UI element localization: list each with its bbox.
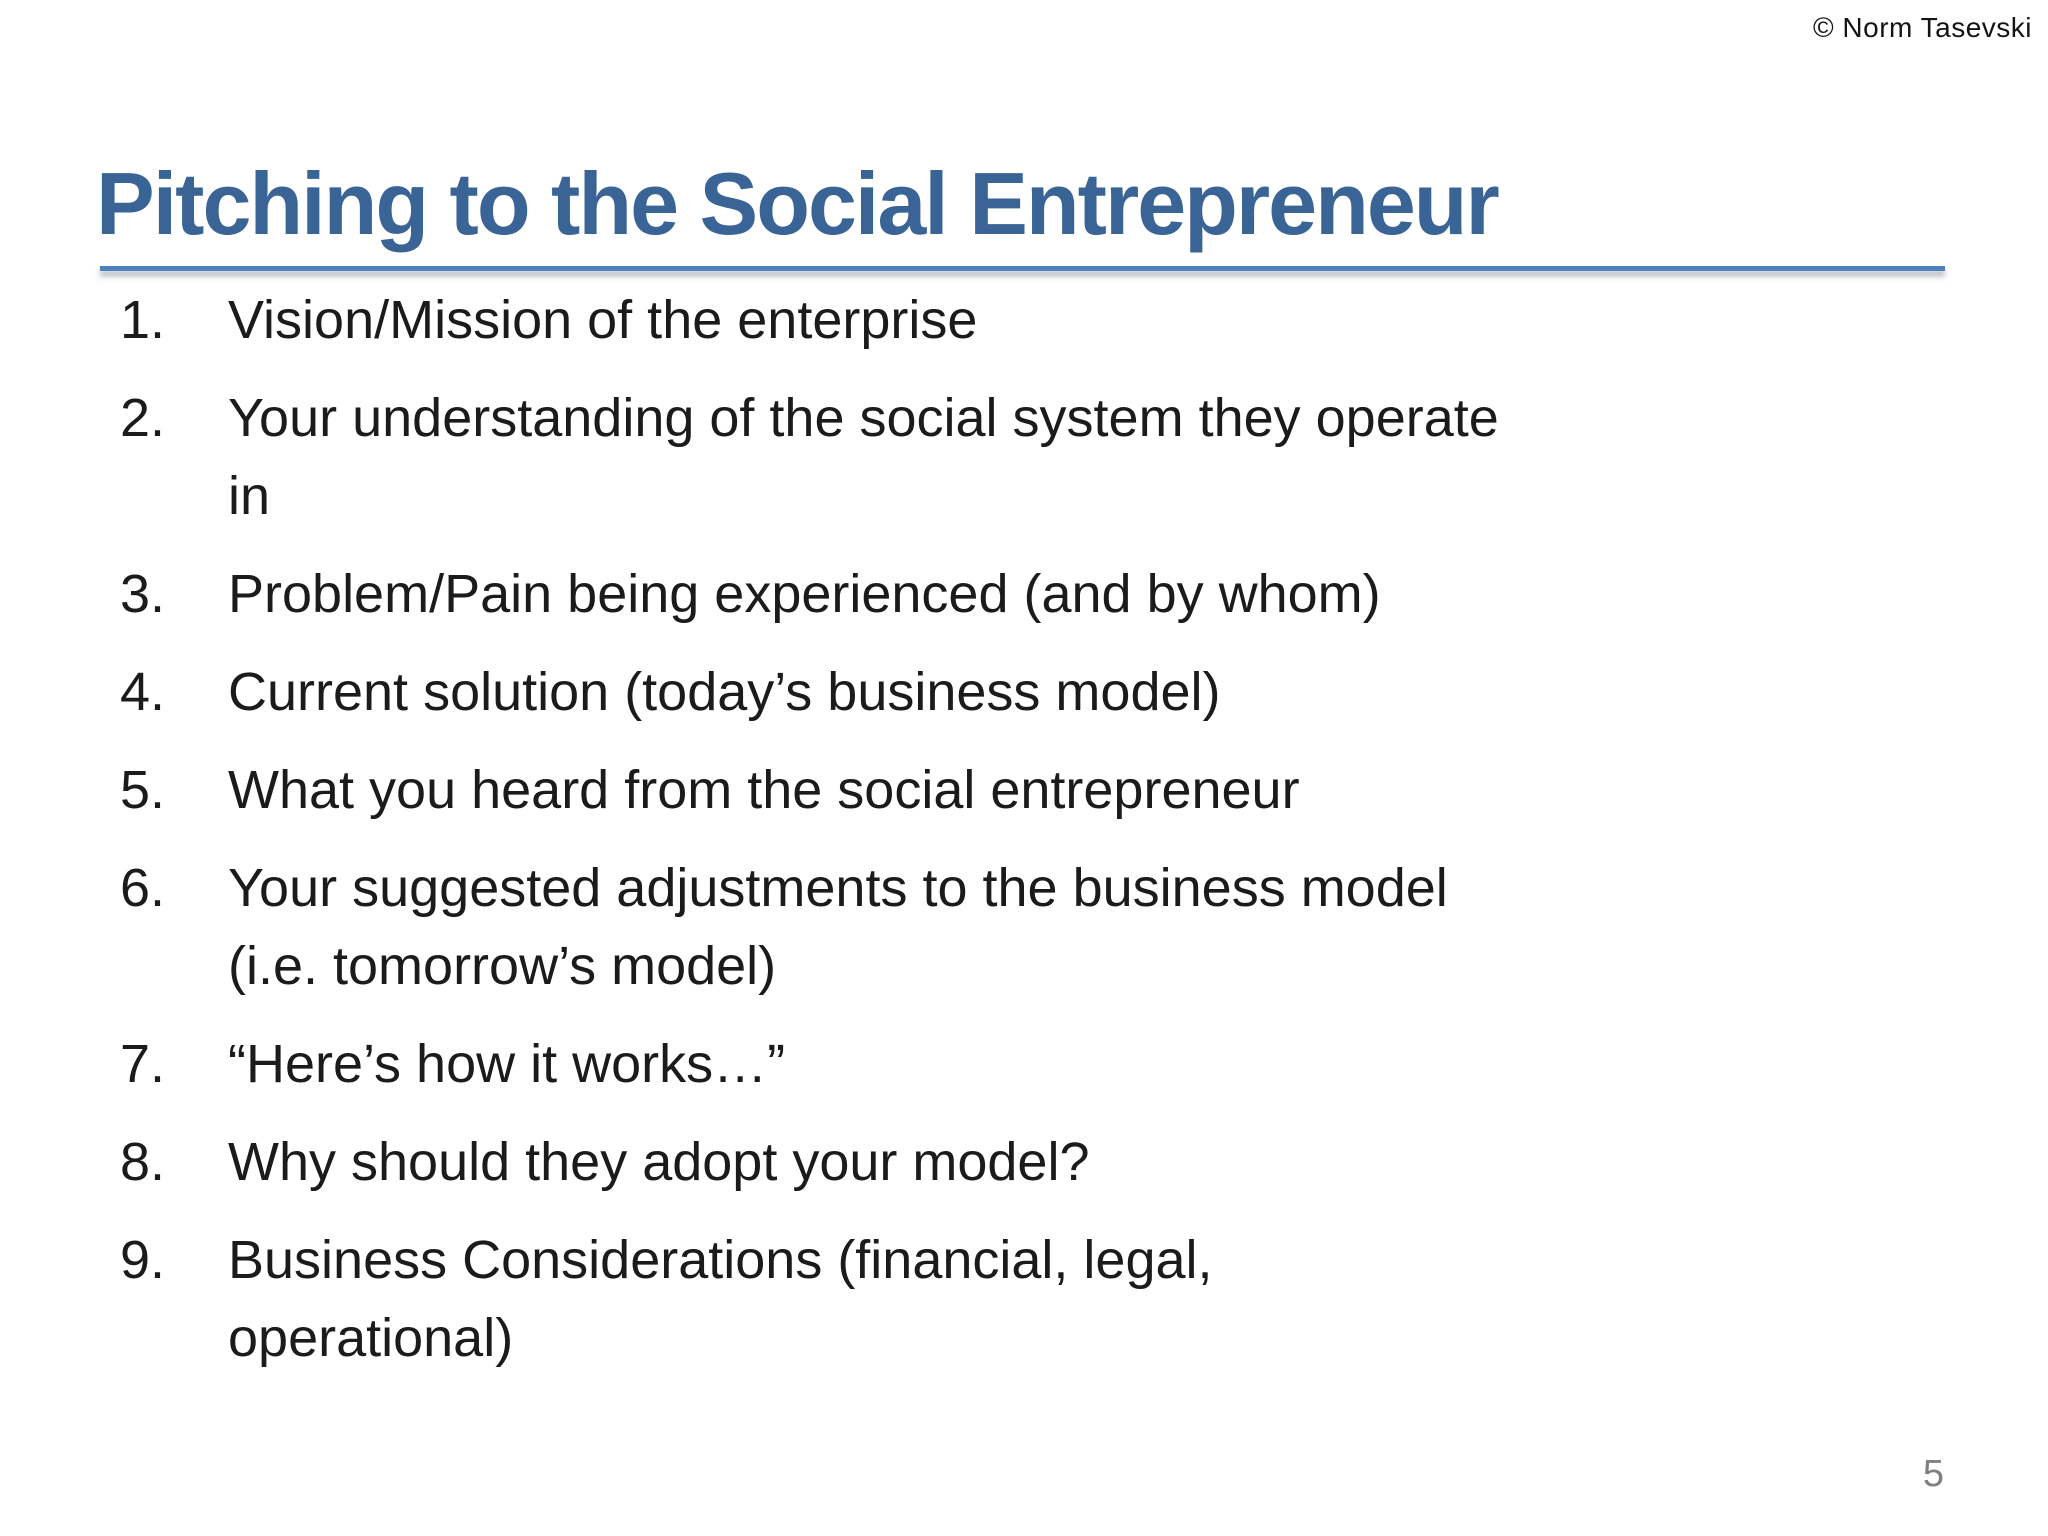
numbered-list <box>120 281 1508 1397</box>
list-item-number: 1. <box>120 290 166 350</box>
list-item <box>120 653 1508 731</box>
list-item <box>120 751 1508 829</box>
list-item-number: 2. <box>120 388 166 448</box>
list-item-number: 5. <box>120 760 166 820</box>
list-item-text: What you heard from the social entrepreneur <box>228 760 1300 820</box>
list-item <box>120 379 1508 535</box>
list-item-text: “Here’s how it works…” <box>228 1034 786 1094</box>
list-item-text: Current solution (today’s business model) <box>228 662 1221 722</box>
list-item-number: 8. <box>120 1132 166 1192</box>
list-item-text: Your understanding of the social system they operate in <box>228 388 1499 526</box>
list-item-number: 4. <box>120 662 166 722</box>
list-item <box>120 555 1508 633</box>
list-item-number: 3. <box>120 564 166 624</box>
list-item <box>120 1123 1508 1201</box>
list-item-number: 7. <box>120 1034 166 1094</box>
list-item-text: Business Considerations (financial, legal, operational) <box>228 1230 1213 1368</box>
slide-title: Pitching to the Social Entrepreneur <box>96 153 1498 253</box>
list-item-number: 9. <box>120 1230 166 1290</box>
list-item <box>120 849 1508 1005</box>
list-item <box>120 1025 1508 1103</box>
list-item <box>120 281 1508 359</box>
list-item-text: Why should they adopt your model? <box>228 1132 1090 1192</box>
page-number: 5 <box>1922 1453 1944 1495</box>
list-item-text: Problem/Pain being experienced (and by whom) <box>228 564 1381 624</box>
list-item-number: 6. <box>120 858 166 918</box>
copyright-notice: © Norm Tasevski <box>1813 12 2032 43</box>
title-divider-line <box>100 266 1945 271</box>
list-item <box>120 1221 1508 1377</box>
list-item-text: Your suggested adjustments to the business model (i.e. tomorrow’s model) <box>228 858 1448 996</box>
list-item-text: Vision/Mission of the enterprise <box>228 290 978 350</box>
